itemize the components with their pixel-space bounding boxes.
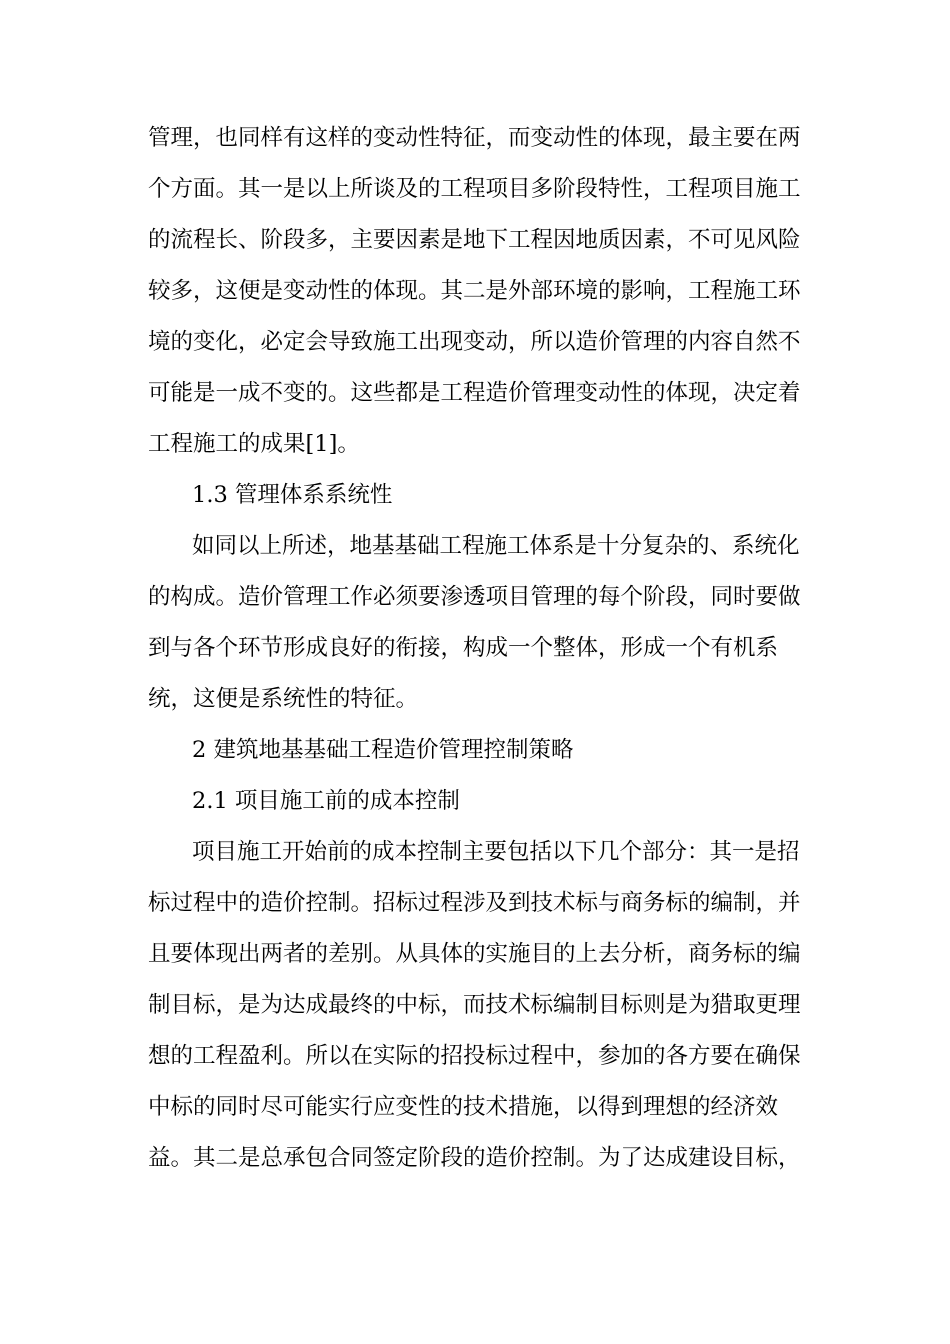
paragraph-line: 中标的同时尽可能实行应变性的技术措施，以得到理想的经济效 <box>148 1094 779 1120</box>
paragraph-line: 统，这便是系统性的特征。 <box>148 686 419 712</box>
paragraph-line: 管理，也同样有这样的变动性特征，而变动性的体现，最主要在两 <box>148 125 801 151</box>
paragraph-line: 标过程中的造价控制。招标过程涉及到技术标与商务标的编制，并 <box>148 890 801 916</box>
paragraph-line: 较多，这便是变动性的体现。其二是外部环境的影响，工程施工环 <box>148 278 801 304</box>
paragraph-line: 的流程长、阶段多，主要因素是地下工程因地质因素，不可见风险 <box>148 227 801 253</box>
paragraph-line: 境的变化，必定会导致施工出现变动，所以造价管理的内容自然不 <box>148 329 801 355</box>
paragraph-line: 的构成。造价管理工作必须要渗透项目管理的每个阶段，同时要做 <box>148 584 801 610</box>
paragraph-line: 且要体现出两者的差别。从具体的实施目的上去分析，商务标的编 <box>148 941 801 967</box>
paragraph-line: 可能是一成不变的。这些都是工程造价管理变动性的体现，决定着 <box>148 380 801 406</box>
paragraph-line: 项目施工开始前的成本控制主要包括以下几个部分：其一是招 <box>192 839 800 865</box>
paragraph-line: 工程施工的成果[1]。 <box>148 431 360 457</box>
section-heading: 2 建筑地基基础工程造价管理控制策略 <box>192 737 574 763</box>
paragraph-line: 到与各个环节形成良好的衔接，构成一个整体，形成一个有机系 <box>148 635 779 661</box>
paragraph-line: 个方面。其一是以上所谈及的工程项目多阶段特性，工程项目施工 <box>148 176 801 202</box>
paragraph-line: 制目标，是为达成最终的中标，而技术标编制目标则是为猎取更理 <box>148 992 801 1018</box>
section-heading: 1.3 管理体系系统性 <box>192 482 393 508</box>
paragraph-line: 益。其二是总承包合同签定阶段的造价控制。为了达成建设目标， <box>148 1145 801 1171</box>
paragraph-line: 如同以上所述，地基基础工程施工体系是十分复杂的、系统化 <box>192 533 800 559</box>
paragraph-line: 想的工程盈利。所以在实际的招投标过程中，参加的各方要在确保 <box>148 1043 801 1069</box>
section-heading: 2.1 项目施工前的成本控制 <box>192 788 460 814</box>
